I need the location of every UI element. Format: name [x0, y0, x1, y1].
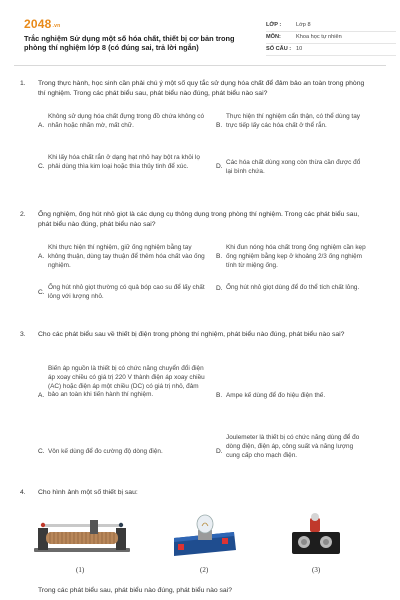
question-number: 1.	[20, 80, 26, 87]
option-label: D.	[216, 448, 223, 455]
question-text: Ống nghiệm, ống hút nhỏ giọt là các dụng cụ thông dụng trong phòng thí nghiệm. Trong các phát biểu sau, phát biểu nào đúng, phát biểu nào sai?	[38, 211, 360, 228]
option-text: Khi thực hiện thí nghiệm, giữ ống nghiệm bằng tay không thuận, dùng tay thuận để thêm hóa chất vào ống nghiệm.	[48, 244, 205, 269]
question-4-followup: Trong các phát biểu sau, phát biểu nào đúng, phát biểu nào sai?	[38, 587, 232, 594]
equipment-figures	[28, 510, 368, 578]
question-3	[20, 330, 372, 475]
question-4	[20, 488, 372, 508]
meta-row-grade	[266, 20, 396, 32]
question-number: 2.	[20, 211, 26, 218]
figure-caption-2: (2)	[200, 566, 209, 574]
option-label: C.	[38, 163, 45, 170]
question-text: Cho hình ảnh một số thiết bị sau:	[38, 489, 138, 496]
option-text: Các hóa chất dùng xong còn thừa cần được đổ lại bình chứa.	[226, 159, 361, 175]
question-1	[20, 79, 372, 197]
option-text: Ống hút nhỏ giọt thường có quả bóp cao su để lấy chất lỏng với lượng nhỏ.	[48, 284, 205, 300]
option-label: A.	[38, 122, 45, 129]
meta-key: LỚP :	[266, 22, 282, 28]
option-label: B.	[216, 392, 223, 399]
meta-row-subject	[266, 32, 396, 44]
logo-suffix: .vn	[52, 23, 61, 29]
meta-value: Lớp 8	[296, 22, 311, 28]
option-label: B.	[216, 122, 223, 129]
question-2	[20, 210, 372, 320]
meta-row-count	[266, 44, 396, 56]
option-text: Thực hiện thí nghiệm cẩn thận, có thể dùng tay trực tiếp lấy các hóa chất ở thể rắn.	[226, 113, 360, 129]
switch-parts-image	[290, 512, 342, 558]
rheostat-image	[32, 514, 132, 558]
option-label: D.	[216, 163, 223, 170]
question-number: 4.	[20, 489, 26, 496]
light-bulb-board-image	[168, 510, 240, 560]
document-title: Trắc nghiệm Sử dụng một số hóa chất, thiết bị cơ bản trong phòng thí nghiệm lớp 8 (có đúng sai, trả lời ngắn)	[24, 34, 235, 53]
option-text: Ống hút nhỏ giọt dùng để đo thể tích chất lỏng.	[226, 284, 360, 291]
option-label: A.	[38, 253, 45, 260]
meta-key: SỐ CÂU :	[266, 46, 292, 52]
option-label: C.	[38, 289, 45, 296]
option-label: A.	[38, 392, 45, 399]
meta-value: Khoa học tự nhiên	[296, 34, 342, 40]
option-text: Khi lấy hóa chất rắn ở dạng hạt nhỏ hay bột ra khỏi lọ phải dùng thìa kim loại hoặc thìa thủy tinh để xúc.	[48, 154, 200, 170]
document-header	[14, 10, 386, 66]
meta-value: 10	[296, 46, 303, 52]
option-text: Vôn kế dùng để đo cường độ dòng điện.	[48, 448, 163, 455]
logo-text: 2048	[24, 17, 52, 31]
question-text: Cho các phát biểu sau về thiết bị điện trong phòng thí nghiệm, phát biểu nào đúng, phát biểu nào sai?	[38, 331, 345, 338]
question-text: Trong thực hành, học sinh cần phải chú ý một số quy tắc sử dụng hóa chất để đảm bảo an toàn trong phòng thí nghiệm. Trong các phát biểu sau, phát biểu nào đúng, phát biểu nào sai?	[38, 80, 365, 97]
meta-table	[266, 20, 396, 56]
figure-caption-1: (1)	[76, 566, 85, 574]
question-number: 3.	[20, 331, 26, 338]
figure-caption-3: (3)	[312, 566, 321, 574]
option-text: Ampe kế dùng để đo hiệu điện thế.	[226, 392, 326, 399]
meta-key: MÔN:	[266, 34, 281, 40]
option-label: D.	[216, 285, 223, 292]
option-label: B.	[216, 253, 223, 260]
option-text: Khi đun nóng hóa chất trong ống nghiệm cần kẹp ống nghiệm bằng kẹp ở khoảng 2/3 ống nghiệm tính từ miệng ống.	[226, 244, 366, 269]
option-label: C.	[38, 448, 45, 455]
option-text: Biến áp nguồn là thiết bị có chức năng chuyển đổi điện áp xoay chiều có giá trị 220 V thành điện áp xoay chiều (AC) hoặc điện áp một chiều (DC) có giá trị nhỏ, đảm bảo an toàn khi tiến hành thí nghiệm.	[48, 365, 205, 399]
option-text: Không sử dụng hóa chất đựng trong đồ chứa không có nhãn hoặc nhãn mờ, mất chữ.	[48, 113, 205, 129]
option-text: Joulemeter là thiết bị có chức năng dùng để đo dòng điện, điện áp, công suất và năng lượng cung cấp cho mạch điện.	[226, 434, 360, 459]
site-logo[interactable]	[24, 16, 60, 32]
